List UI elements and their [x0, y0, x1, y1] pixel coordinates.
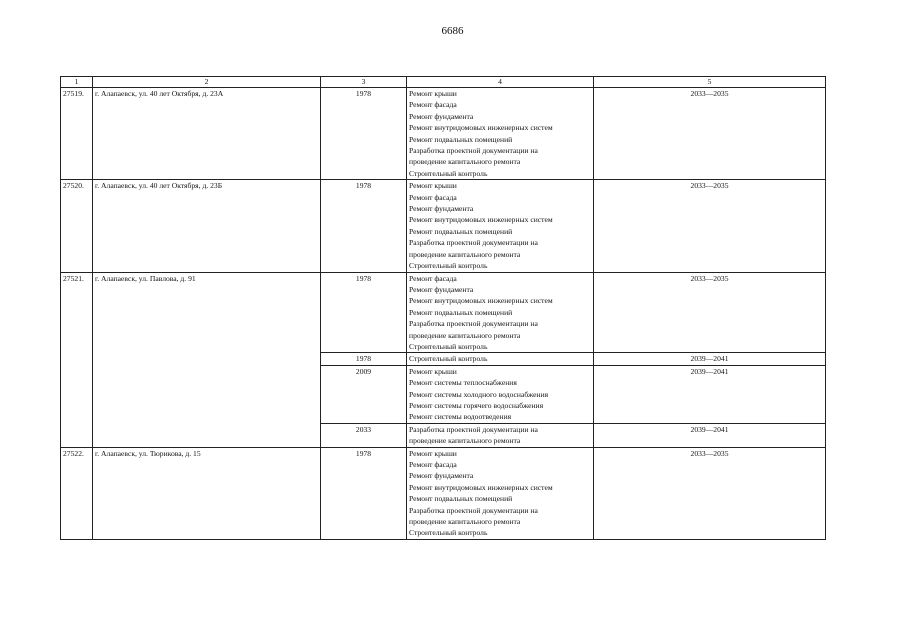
works-cell	[407, 365, 594, 423]
work-item: Ремонт системы холодного водоснабжения	[409, 389, 549, 399]
work-item: проведение капитального ремонта	[409, 330, 521, 340]
work-item: Ремонт внутридомовых инженерных систем	[409, 296, 553, 306]
work-item: Ремонт системы теплоснабжения	[409, 378, 517, 388]
work-item: проведение капитального ремонта	[409, 249, 521, 259]
period-cell: 2033—2035	[594, 88, 826, 180]
work-item: Ремонт крыши	[409, 366, 457, 376]
work-item: Ремонт фасада	[409, 192, 457, 202]
table-row	[61, 88, 826, 180]
year-cell: 2033	[321, 423, 407, 447]
work-item: Разработка проектной документации на	[409, 505, 538, 515]
work-item: Ремонт внутридомовых инженерных систем	[409, 123, 553, 133]
work-item: Ремонт внутридомовых инженерных систем	[409, 215, 553, 225]
work-item: Ремонт фундамента	[409, 204, 474, 214]
work-item: Ремонт подвальных помещений	[409, 307, 513, 317]
work-item: Ремонт крыши	[409, 89, 457, 98]
address-cell: г. Алапаевск, ул. Тюрикова, д. 15	[93, 447, 321, 539]
work-item: Разработка проектной документации на	[409, 424, 538, 434]
row-number: 27519.	[61, 88, 93, 180]
period-cell: 2033—2035	[594, 447, 826, 539]
year-cell: 1978	[321, 180, 407, 272]
header-cell-2: 2	[93, 77, 321, 88]
period-cell: 2033—2035	[594, 272, 826, 353]
header-cell-3: 3	[321, 77, 407, 88]
work-item: Ремонт системы водоотведения	[409, 412, 512, 422]
work-item: проведение капитального ремонта	[409, 436, 521, 446]
work-item: Ремонт крыши	[409, 181, 457, 191]
works-cell	[407, 272, 594, 353]
work-item: проведение капитального ремонта	[409, 517, 521, 527]
address-cell: г. Алапаевск, ул. 40 лет Октября, д. 23А	[93, 88, 321, 180]
works-cell	[407, 88, 594, 180]
table-row	[61, 272, 826, 353]
header-cell-1: 1	[61, 77, 93, 88]
work-item: Строительный контроль	[409, 528, 488, 538]
table-row	[61, 180, 826, 272]
work-item: Разработка проектной документации на	[409, 319, 538, 329]
row-number: 27520.	[61, 180, 93, 272]
year-cell: 1978	[321, 353, 407, 365]
address-cell: г. Алапаевск, ул. Павлова, д. 91	[93, 272, 321, 447]
period-cell: 2039—2041	[594, 353, 826, 365]
work-item: Ремонт крыши	[409, 448, 457, 458]
work-item: Ремонт фундамента	[409, 471, 474, 481]
capital-repair-table	[60, 76, 826, 540]
work-item: проведение капитального ремонта	[409, 157, 521, 167]
work-item: Ремонт внутридомовых инженерных систем	[409, 482, 553, 492]
work-item: Ремонт системы горячего водоснабжения	[409, 400, 544, 410]
period-cell: 2039—2041	[594, 423, 826, 447]
work-item: Разработка проектной документации на	[409, 146, 538, 156]
year-cell: 1978	[321, 272, 407, 353]
header-cell-4: 4	[407, 77, 594, 88]
work-item: Ремонт фундамента	[409, 284, 474, 294]
row-number: 27521.	[61, 272, 93, 447]
work-item: Разработка проектной документации на	[409, 238, 538, 248]
work-item: Ремонт фасада	[409, 100, 457, 110]
work-item: Строительный контроль	[409, 341, 488, 351]
period-cell: 2033—2035	[594, 180, 826, 272]
works-cell	[407, 447, 594, 539]
table-row	[61, 447, 826, 539]
address-cell: г. Алапаевск, ул. 40 лет Октября, д. 23Б	[93, 180, 321, 272]
works-cell	[407, 180, 594, 272]
work-item: Строительный контроль	[409, 168, 488, 178]
period-cell: 2039—2041	[594, 365, 826, 423]
year-cell: 1978	[321, 447, 407, 539]
work-item: Строительный контроль	[409, 354, 488, 364]
work-item: Ремонт фасада	[409, 273, 457, 283]
page-number: 6686	[441, 25, 464, 37]
work-item: Ремонт фасада	[409, 460, 457, 469]
year-cell: 2009	[321, 365, 407, 423]
works-cell	[407, 423, 594, 447]
work-item: Строительный контроль	[409, 261, 488, 271]
row-number: 27522.	[61, 447, 93, 539]
work-item: Ремонт фундамента	[409, 111, 474, 121]
work-item: Ремонт подвальных помещений	[409, 226, 513, 236]
work-item: Ремонт подвальных помещений	[409, 134, 513, 144]
works-cell	[407, 353, 594, 365]
table-body	[61, 77, 826, 540]
header-cell-5: 5	[594, 77, 826, 88]
work-item: Ремонт подвальных помещений	[409, 494, 513, 504]
header-row	[61, 77, 826, 88]
year-cell: 1978	[321, 88, 407, 180]
